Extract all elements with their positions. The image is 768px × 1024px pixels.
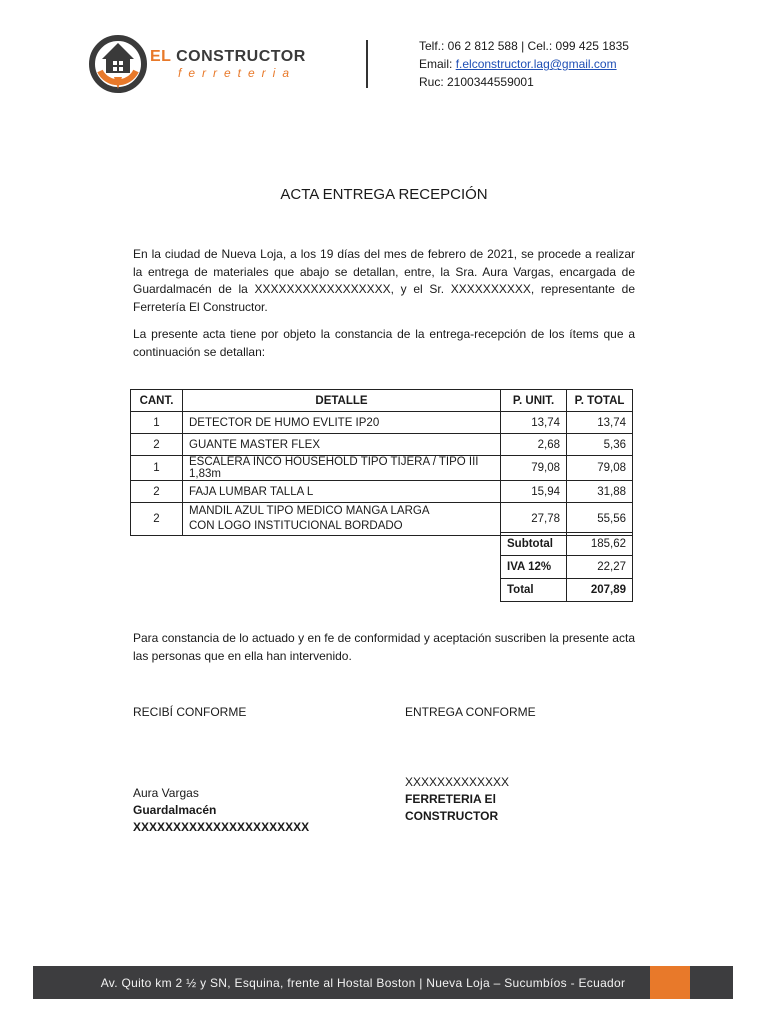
total-value: 207,89 xyxy=(567,579,633,602)
row-qty: 2 xyxy=(131,503,183,536)
row-detail: GUANTE MASTER FLEX xyxy=(183,434,501,456)
items-table xyxy=(130,389,633,536)
table-header-row xyxy=(131,390,633,412)
row-detail xyxy=(183,503,501,536)
deliverer-org-line-1: FERRETERIA El xyxy=(405,792,496,806)
row-detail-line-2: CON LOGO INSTITUCIONAL BORDADO xyxy=(189,520,403,532)
row-total-price: 31,88 xyxy=(567,481,633,503)
row-qty: 1 xyxy=(131,456,183,481)
row-qty: 1 xyxy=(131,412,183,434)
row-detail-line-1: MANDIL AZUL TIPO MEDICO MANGA LARGA xyxy=(189,505,430,517)
total-label: Total xyxy=(501,579,567,602)
subtotal-label: Subtotal xyxy=(501,533,567,556)
receiver-signature-block xyxy=(133,785,309,836)
iva-label: IVA 12% xyxy=(501,556,567,579)
row-detail: ESCALERA INCO HOUSEHOLD TIPO TIJERA / TIPO III 1,83m xyxy=(183,456,501,481)
brand-prefix: EL xyxy=(150,48,172,65)
row-unit-price: 15,94 xyxy=(501,481,567,503)
intro-paragraph: En la ciudad de Nueva Loja, a los 19 días del mes de febrero de 2021, se procede a realizar la entrega de materiales que abajo se detallan, entre, la Sra. Aura Vargas, encargada de Guardalmacén de la XXXXXXXXXXXXXXXXX, y el Sr. XXXXXXXXXX, representante de Ferretería El Constructor. xyxy=(133,247,635,314)
row-unit-price: 27,78 xyxy=(501,503,567,536)
table-row xyxy=(131,434,633,456)
row-total-price: 79,08 xyxy=(567,456,633,481)
header-total-price: P. TOTAL xyxy=(567,390,633,412)
header-detail: DETALLE xyxy=(183,390,501,412)
row-total-price: 13,74 xyxy=(567,412,633,434)
total-row xyxy=(501,579,633,602)
footer-address: Av. Quito km 2 ½ y SN, Esquina, frente al Hostal Boston | Nueva Loja – Sucumbíos - Ecuador xyxy=(100,976,626,990)
brand-name-text: CONSTRUCTOR xyxy=(171,48,306,65)
ruc-suffix: 001 xyxy=(513,75,534,89)
table-row xyxy=(131,503,633,536)
ruc-line xyxy=(419,73,629,91)
iva-value: 22,27 xyxy=(567,556,633,579)
email-label: Email: xyxy=(419,57,456,71)
purpose-paragraph: La presente acta tiene por objeto la constancia de la entrega-recepción de los ítems que a continuación se detallan: xyxy=(133,327,635,359)
table-row xyxy=(131,481,633,503)
brand-name xyxy=(150,48,306,66)
row-unit-price: 13,74 xyxy=(501,412,567,434)
receiver-role: Guardalmacén xyxy=(133,803,217,817)
row-detail: DETECTOR DE HUMO EVLITE IP20 xyxy=(183,412,501,434)
row-detail: FAJA LUMBAR TALLA L xyxy=(183,481,501,503)
totals-table xyxy=(500,532,633,602)
receiver-organization: XXXXXXXXXXXXXXXXXXXXXX xyxy=(133,820,310,834)
header-unit-price: P. UNIT. xyxy=(501,390,567,412)
deliverer-org-line-2: CONSTRUCTOR xyxy=(405,809,499,823)
row-qty: 2 xyxy=(131,481,183,503)
header-qty: CANT. xyxy=(131,390,183,412)
email-line xyxy=(419,55,629,73)
header-divider xyxy=(366,40,368,88)
ruc-label: Ruc: 21 xyxy=(419,75,461,89)
receiver-name: Aura Vargas xyxy=(133,786,199,800)
subtotal-value: 185,62 xyxy=(567,533,633,556)
table-row xyxy=(131,456,633,481)
row-total-price: 55,56 xyxy=(567,503,633,536)
subtotal-row xyxy=(501,533,633,556)
document-title: ACTA ENTREGA RECEPCIÓN xyxy=(280,186,488,203)
brand-subtitle: ferreteria xyxy=(178,66,297,80)
ruc-number: 00344559 xyxy=(460,75,514,89)
contact-block xyxy=(419,37,629,91)
row-qty: 2 xyxy=(131,434,183,456)
row-unit-price: 2,68 xyxy=(501,434,567,456)
table-row xyxy=(131,412,633,434)
closing-paragraph: Para constancia de lo actuado y en fe de conformidad y aceptación suscriben la presente acta las personas que en ella han intervenido. xyxy=(133,631,635,663)
row-total-price: 5,36 xyxy=(567,434,633,456)
phone-line: Telf.: 06 2 812 588 | Cel.: 099 425 1835 xyxy=(419,39,629,53)
delivered-heading: ENTREGA CONFORME xyxy=(405,705,536,719)
deliverer-signature-block xyxy=(405,774,509,825)
received-heading: RECIBÍ CONFORME xyxy=(133,705,247,719)
email-link[interactable]: f.elconstructor.lag@gmail.com xyxy=(455,57,617,71)
row-unit-price: 79,08 xyxy=(501,456,567,481)
iva-row xyxy=(501,556,633,579)
deliverer-name: XXXXXXXXXXXXX xyxy=(405,775,510,789)
